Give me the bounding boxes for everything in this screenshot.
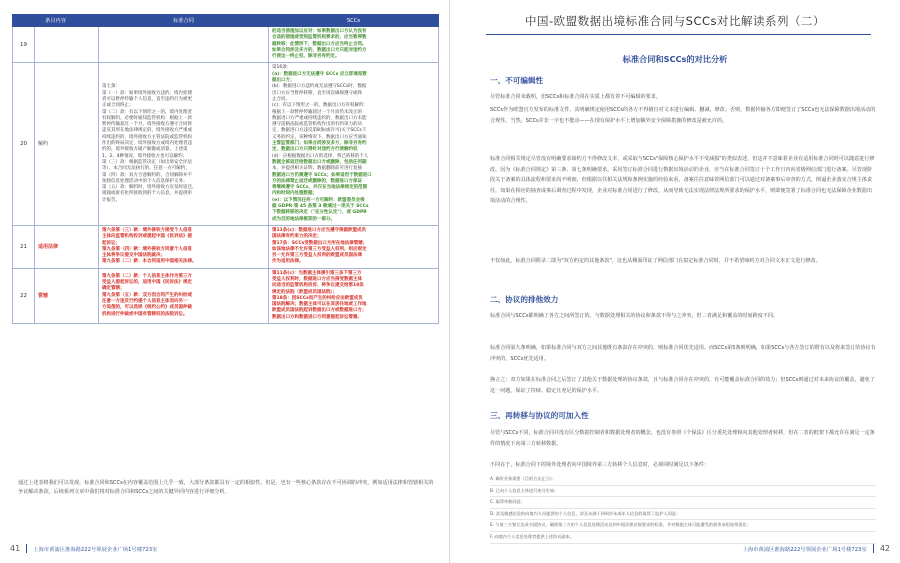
section-2-paragraph-2: 标准合同第九条明确，如果标准合同与双方之间其他既有条款存在冲突的，则标准合同优先适用。而SCCs第5条则明确，如果SCCs与各方签订的既有以及将来签订的协议有冲突的，SCCs优先适用。 [490, 345, 876, 362]
row-item: 适用法律 [35, 225, 99, 268]
cell-line: 向适当的监管机构投诉、将争议提交给第18条 [272, 283, 364, 289]
section-1-paragraph-4: 不仅如此，标准合同附录二即为"双方约定的其他条款"，这也从侧面印证了网信部门在拟定标准合同时，并不希望缔约方对合同文本正文进行修改。 [490, 258, 821, 264]
section-2-paragraph-1: 标准合同与SCCs都明确了各方之间所签订的、与数据处理相关的协议和条款不得与之冲突，但二者满足和覆盖的时间跨度不同。 [490, 313, 779, 319]
row-number: 21 [13, 225, 35, 268]
row-item [35, 27, 99, 63]
sccs-cell [269, 63, 439, 225]
cell-line: 方的法律禁止返还或删除的，数据进口方保证 [272, 178, 363, 184]
row-item: 解约 [35, 63, 99, 225]
cell-line: (a)：数据进口方无法遵守 SCCs 应立即通知数 [272, 71, 367, 77]
cell-line: 持续违约的，境外接收方主管法院或监管机构 [102, 134, 193, 140]
header-standard-contract: 标准合同 [99, 15, 269, 27]
cell-line: 等），本合同无法执行的，任意一方可解约； [102, 166, 190, 172]
cell-line: 有权解约，必要时通知监管机构：根据上一款 [102, 115, 193, 121]
section-3-paragraph-2: 不同在于，标准合同下的境外处理者向中国境外第三方转移个人信息时，必须同时满足以下条件： [490, 462, 710, 468]
page-number: 42 [879, 544, 890, 553]
cell-line: 约的，境外接收方破产解散或清算。上述第 [102, 147, 188, 153]
row-number: 22 [13, 268, 35, 323]
left-footer [10, 544, 157, 553]
row-item: 管辖 [35, 268, 99, 323]
section-3-paragraph-1: 尽管与SCCs不同，标准合同并没有区分数据控制者和数据处理者的概念，也没有参照《个保法》区分委托处理和向其他处理者转移，但在二者的框架下都允许在满足一定条件的情况下向第三方转移数据。 [490, 430, 875, 447]
cell-line: 者可以暂停传输个人信息，直至违约行为被更 [102, 96, 193, 102]
cell-line: 将继续遵守 SCCs，并仅在当地法律规定的范围 [272, 185, 368, 191]
cell-line: 第11条(c)：数据进口方应当遵守根据欧盟成员 [272, 227, 367, 233]
table-row [13, 268, 439, 323]
section-1-paragraph-3: 标准合同相关规定尽管没有明确要求缔约方不得修改文本，或采取与SCCs"保障核心保护水平不受减损"的类似表述，但这并不意味着企业在适用标准合同时可以随意进行修改。因为《标准合同规定》第三条、第七条明确要求，采用签订标准合同进行数据出境活动的企业，应当在标准合同签订十个工作日内向省级网信部门进行备案。尽管现阶段关于备案的具体流程和要求尚不明朗，但根据以往相关法规和条例实施的经验来看，备案往往意味着网信部门可以通过对备案事后审查的方式，倒逼企业落实合规主体责任。如果在相应的抽查或事后调查过程中发现，企业对标准合同进行了修改，从而导致无法实现法律法规所要求的保护水平，则即便签署了标准合同也无法保障企业数据出境活动的合规性。 [490, 156, 875, 205]
cell-line: 欧盟成员国法院起诉数据出口方或数据进口方； [272, 308, 367, 314]
cell-line: 规定的法院（欧盟成员国法院）； [272, 289, 338, 295]
cell-line: 方追偿的，可以选择《纽约公约》成员国仲裁 [102, 305, 193, 311]
condition-item: F. 向境内个人信息处理者提供上述协议副本。 [490, 532, 876, 544]
page-subtitle: 标准合同和SCCs的对比分析 [622, 54, 728, 64]
sccs-cell [269, 27, 439, 63]
cell-line: 止合同。 [272, 96, 291, 102]
cell-line: 下数据转移的决定（"充分性认定"），或 GDPR [272, 210, 367, 216]
cell-line: 第七条： [102, 84, 121, 90]
section-heading-2: 二、协议的排他效力 [490, 295, 559, 304]
cell-line: 行使这一终止权，除非另有约定。 [272, 54, 340, 60]
section-heading-1: 一、不可编辑性 [490, 76, 544, 85]
cell-line: 数据进口方严重或持续违约的，数据出口方未能 [272, 115, 367, 121]
cell-line: 第九条第（五）款：双方因合同产生的纠纷或 [102, 292, 193, 298]
cell-line: 定，数据进口方违反第8条(或许可)关于SCCs下 [272, 128, 367, 134]
cell-line: 数据出口方和数据进口方同意提起诉讼管辖。 [272, 314, 363, 320]
cell-line: 作出的终局决定，境外接收方成境内处理者违 [102, 141, 193, 147]
title-rule [486, 34, 871, 35]
standard-contract-cell [99, 268, 269, 323]
cell-line: 义务的约定。该种情况下，数据出口方应当通知 [272, 134, 367, 140]
conditions-list [490, 474, 876, 544]
cell-line: 第九条第（二）款：本合同适用中国相关法律。 [102, 259, 197, 265]
cell-line: 的适当措施加以应对：如果数据出口方认为没有 [272, 29, 367, 34]
section-1-paragraph-1: 尽管标准合同未载明，但SCCs和标准合同在实质上都有着不可编辑的要求。 [490, 94, 661, 100]
comparison-table [12, 14, 439, 324]
cell-line: 遵守适格法院或监管机构作出的有约束力的决 [272, 122, 363, 128]
cell-line: 主体将争议提交中国法院裁决； [102, 253, 166, 259]
cell-line: 数据进口方仍需遵守 SCCs；如果适用于数据进口 [272, 172, 372, 178]
footer-divider [26, 544, 27, 553]
page-number: 41 [10, 544, 21, 553]
table-row [13, 225, 439, 268]
right-footer [743, 544, 890, 553]
cell-line: 第17条：SCCs受数据出口方所在地法律管辖； [272, 240, 368, 246]
cell-line: 第（二）款：有以下情形之一的，境内处理者 [102, 109, 193, 115]
cell-line: 合适的措施或受到监管机构要求的，应当暂停数 [272, 35, 367, 41]
header-item: 条目内容 [13, 15, 99, 27]
cell-line: 第（四）款：双方合意解约的，合同解除并不 [102, 172, 193, 178]
table-row [13, 27, 439, 63]
cell-line: 国法院解决；数据主体可以在其居住地或工作地 [272, 302, 367, 308]
cell-line: 据出口方； [272, 78, 295, 84]
condition-item: B. 已向个人信息主体进行充分告知； [490, 486, 876, 498]
standard-contract-cell [99, 225, 269, 268]
cell-line: 正或合同终止； [102, 103, 134, 109]
cell-line: (c)：有以下情形之一的，数据出口方有权解约： [272, 103, 368, 109]
cell-line: 受益人权利时，数据进口方应当接受数据主体 [272, 276, 363, 282]
cell-line: 第九条第（二）款：个人信息主体作为第三方 [102, 273, 193, 279]
cell-line: 第11条(c)：当数据主体援引第三条下第三方 [272, 270, 362, 276]
cell-line: 销毁或匿名化所接收到的个人信息，并提供审 [102, 191, 193, 197]
cell-line: 第六条第（三）款：境外接收方接受个人信息 [102, 227, 193, 233]
section-heading-3: 三、再转移与协议的可加入性 [490, 411, 589, 420]
cell-line: 暂停传输超过一个月，境外接收方遵守合同将 [102, 122, 193, 128]
section-1-paragraph-2: SCCs作为欧盟官方发布的标准文件，其明确规定使用SCCs的各方不得擅自对文本进行编辑、删减、修改；否则，数据传输各方即便签订了SCCs也无法保障数据出境活动的合规性。当然，SCCs并非一字也不能动——在现有保护水平上增加额外安全保障措施的修改是被允许的。 [490, 107, 876, 124]
condition-item: A. 确有业务需要（目的合法正当）； [490, 474, 876, 486]
right-page [450, 0, 900, 563]
cell-line: 第18条：因SCCs而产生的纠纷应由欧盟成员 [272, 295, 363, 301]
footer-divider [873, 544, 874, 553]
cell-line: 如该地法律不允许第三方受益人权利，则应规定 [272, 246, 367, 252]
sccs-cell [269, 268, 439, 323]
cell-line: 第（三）款：根据监管决定（如出境安全评估 [102, 159, 193, 165]
cell-line: 出口方应当暂停转移，直至再次确保遵守或终 [272, 90, 363, 96]
cell-line: 违反其所在地法律规定的，境外接收方严重或 [102, 128, 193, 134]
cell-line: (d)：应根据数据出口方的选择，将已转移的个人 [272, 153, 369, 159]
cell-line: 据转移；此情形下，数据出口方应当终止合同。 [272, 41, 367, 47]
cell-line: 计报告。 [102, 197, 121, 203]
condition-item: D. 涉及敏感信息的向境内人员提供的个人信息，涉及未满十四周岁未成年人信息的取得了监护人同意； [490, 509, 876, 521]
cell-line: 作为适用法律。 [272, 259, 304, 265]
cell-line: 第（一）款：如果境外接收方违约，境内处理 [102, 90, 193, 96]
cell-line: 主管监管部门；如果合同涉及多方，除非另有约 [272, 141, 367, 147]
cell-line: (b)：数据进口方违约或无法遵守SCCs时，数据 [272, 84, 367, 90]
condition-item: E. 与第三方签订达成书面协议，确保第三方的个人信息处理活动达到中国法律法规要求的标准，并对数据主体可能遭受的损害承担连带责任； [490, 520, 876, 532]
cell-line: 免除信息处理活动中的个人信息保护义务； [102, 178, 188, 184]
table-row [13, 63, 439, 225]
cell-line: 内和时间内处理数据； [272, 191, 318, 197]
section-2-paragraph-3: 换言之：双方如果在标准合同之后签订了其他关于数据处理的协议条款，且与标准合同存在冲突的，有可能覆盖标准合同的效力；但SCCs则通过对未来协议的覆盖，避免了这一问题，保证了持续、稳定且充足的保护水平。 [490, 377, 875, 394]
row-number: 19 [13, 27, 35, 63]
condition-item: C. 取得单独同意； [490, 497, 876, 509]
sccs-cell [269, 225, 439, 268]
page-title: 中国-欧盟数据出境标准合同与SCCs对比解读系列（二） [525, 14, 825, 28]
cell-line: 任意一方违反行约提个人信息主体而向另一 [102, 299, 188, 305]
header-sccs: SCCs [269, 15, 439, 27]
footer-address: 上海市黄浦区淮海路222号领展企业广场1号楼723室 [742, 546, 867, 553]
standard-contract-cell [99, 27, 269, 63]
cell-line: 机构进行仲裁或中国有管辖权的法院诉讼。 [102, 311, 188, 317]
cell-line: 本，并提供相关证明；数据删除前可进行复核 [272, 166, 363, 172]
cell-line: 1、2、4种情况，境外接收方也可以解约； [102, 153, 188, 159]
cell-line: 如果合同涉及多方的，数据出口方只能对违约方 [272, 47, 367, 53]
cell-line: 第九条第（四）款：境外接收方同意个人信息 [102, 246, 193, 252]
cell-line: 第16条： [272, 65, 292, 71]
cell-line: (e)：以下情况任何一方可解约：欧盟委员会根 [272, 197, 365, 203]
table-header-row [13, 15, 439, 27]
cell-line: 另一允许第三方受益人权利的欧盟成员国法律 [272, 253, 363, 259]
cell-line: 定，数据出口方只得针对违约方行使解约权 [272, 147, 358, 153]
cell-line: 受益人提起诉讼的，适用中国《民诉法》规定 [102, 280, 193, 286]
standard-contract-cell [99, 63, 269, 225]
cell-line: 数据全部返还给数据出口方或删除，包括任何副 [272, 159, 367, 165]
cell-line: 起诉讼； [102, 240, 121, 246]
cell-line: 成为目的地法律框架的一部分。 [272, 216, 336, 222]
cell-line: 根据上一款暂停传输超过一个月而仍未改正的 [272, 109, 363, 115]
footer-address: 上海市黄浦区淮海路222号领展企业广场1号楼723室 [33, 546, 158, 553]
cell-line: 国法律有约束力的决定； [272, 234, 322, 240]
row-number: 20 [13, 63, 35, 225]
cell-line: 确定管辖； [102, 286, 125, 292]
table-summary-text: 通过上述表格我们可以发现，标准合同和SCCs在内容覆盖范围上几乎一致，大部分条款都具有一定的相似性。但是，也有一些核心条款存在不可协调的冲突，例如适用法律和管辖相关的争议解决条款。后续系列文章中我们将对标准合同和SCCs之间的关键异同内容进行详细分析。 [18, 480, 434, 495]
cell-line: 第（五）款：解约时，境外接收方应及时返还、 [102, 185, 197, 191]
cell-line: 据 GDPR 第 45 条第 3 款通过一项关于 SCCs [272, 204, 369, 210]
cell-line: 主体向监管机构投诉或提起中国《民诉法》提 [102, 234, 193, 240]
